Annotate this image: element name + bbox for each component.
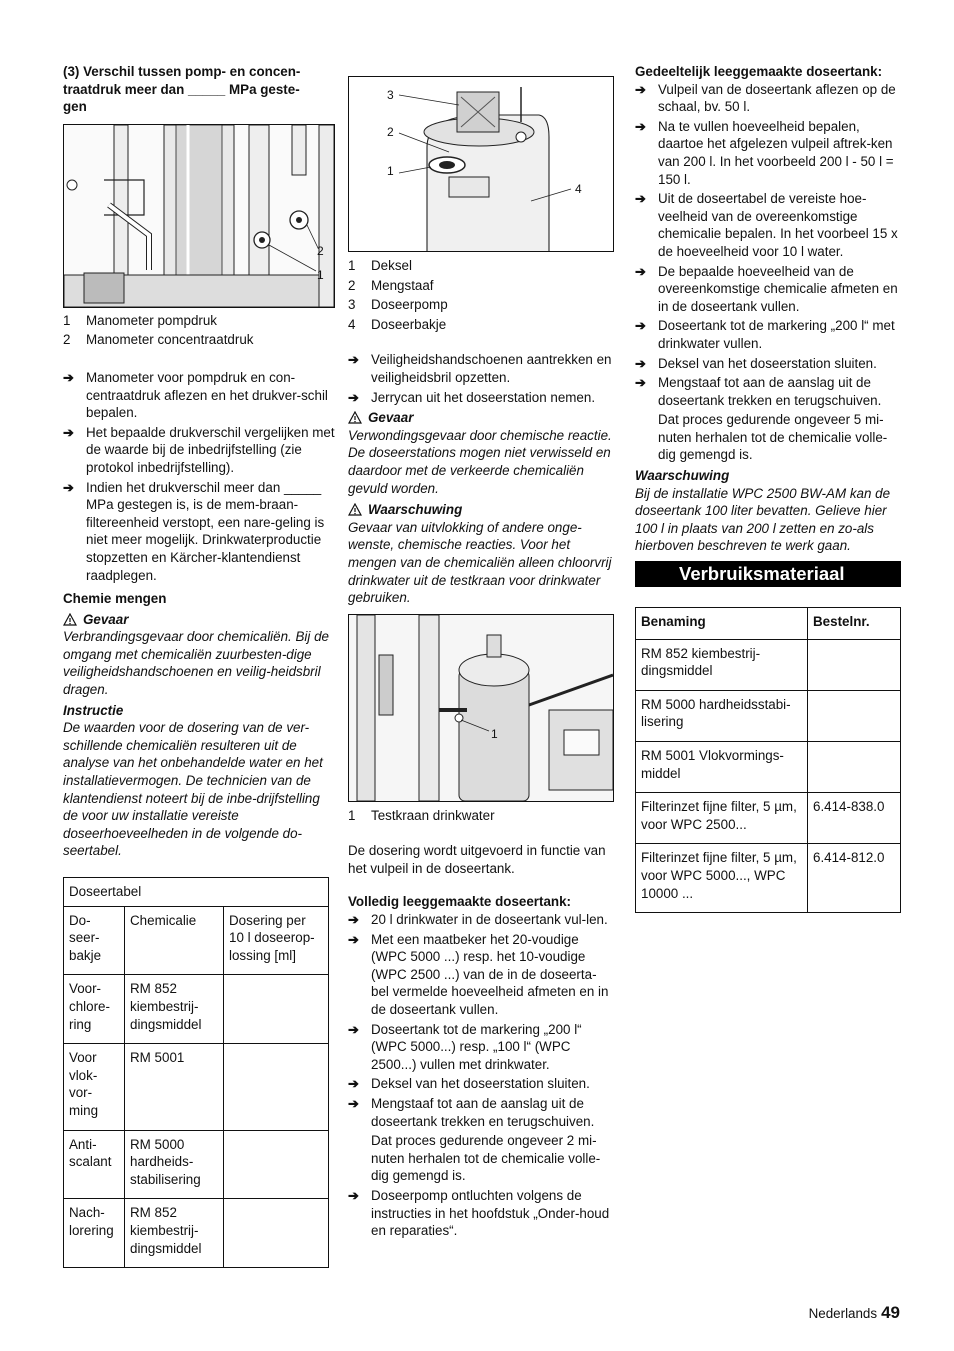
callout-1: 1 — [387, 164, 394, 178]
instruction-item: ➔ Het bepaalde drukverschil vergelijken met de waarde bij de inbedrijfstelling (zie protokol inbedrijfstelling). — [63, 424, 335, 475]
arrow-icon: ➔ — [63, 424, 74, 440]
footer-language: Nederlands — [808, 1306, 878, 1321]
callout-1: 1 — [491, 726, 498, 741]
page-number: 49 — [881, 1303, 900, 1322]
arrow-icon: ➔ — [635, 191, 646, 207]
section-heading-pressure-diff: (3) Verschil tussen pomp- en concen-traatdruk meer dan _____ MPa geste-gen — [63, 64, 301, 115]
table-header-row: Do-seer-bakje Chemicalie Dosering per 10 l doseerop-lossing [ml] — [64, 906, 329, 975]
arrow-icon: ➔ — [348, 931, 359, 947]
arrow-icon: ➔ — [348, 912, 359, 928]
warning-triangle-icon — [63, 613, 77, 626]
legend-item: 2 Mengstaaf — [348, 277, 434, 293]
instruction-item: ➔ Manometer voor pompdruk en con-centraatdruk aflezen en het drukver-schil bepalen. — [63, 369, 328, 421]
warning-heading: Waarschuwing — [348, 501, 614, 519]
arrow-icon: ➔ — [348, 1187, 359, 1203]
gedeeltelijk-heading: Gedeeltelijk leeggemaakte doseertank: — [635, 64, 883, 79]
column-3 — [635, 63, 901, 913]
consumables-table — [635, 607, 901, 913]
warning-label: Waarschuwing — [635, 468, 730, 484]
arrow-icon: ➔ — [348, 1076, 359, 1092]
instruction-item: ➔ Veiligheidshandschoenen aantrekken en veiligheidsbril opzetten. — [348, 352, 612, 385]
arrow-icon: ➔ — [635, 118, 646, 134]
chemie-heading: Chemie mengen — [63, 591, 167, 607]
table-header-row: Benaming Bestelnr. — [636, 608, 901, 640]
figure-legend-manometers — [63, 312, 335, 349]
instruction-continuation: Dat proces gedurende ongeveer 2 mi-nuten herhalen tot de chemicalie volle-dig gemengd is. — [371, 1133, 601, 1184]
figure-legend-dosing-station — [348, 257, 614, 333]
legend-item: 4 Doseerbakje — [348, 316, 447, 332]
instruction-item: ➔ Doseertank tot de markering „200 l“ met drinkwater vullen. — [635, 318, 895, 351]
danger-heading: Gevaar — [63, 611, 335, 629]
instruction-item: ➔ Met een maatbeker het 20-voudige (WPC 5000 ...) resp. het 10-voudige (WPC 2500 ...) van de in de doseerta-bel vermelde hoeveelheid afmeten en in de doseertank vullen. — [348, 931, 609, 1018]
figure-test-tap — [348, 614, 614, 802]
doseertabel — [63, 877, 329, 1268]
warning-text: Gevaar van uitvlokking of andere onge-wenste, chemische reacties. Voor het mengen van de chemicaliën alleen chloorvrij drinkwater uit de testkraan voor drinkwater gebruiken. — [348, 519, 612, 606]
instruction-item: ➔ Jerrycan uit het doseerstation nemen. — [348, 389, 596, 405]
legend-item: 1 Testkraan drinkwater — [348, 807, 495, 823]
table-row: Filterinzet fijne filter, 5 µm, voor WPC 2500... 6.414-838.0 — [636, 793, 901, 844]
dosing-description: De dosering wordt uitgevoerd in functie van het vulpeil in de doseertank. — [348, 843, 606, 876]
instructie-text: De waarden voor de dosering van de ver-schillende chemicaliën resulteren uit de analyse van het onbehandelde water en het installatievermogen. De technicien van de klantendienst noteert bij de inbe-drijfstelling de voor uw installatie vereiste doseerhoeveelheden in de volgende do-seertabel. — [63, 720, 323, 859]
doseertabel-title: Doseertabel — [64, 878, 329, 907]
arrow-icon: ➔ — [63, 479, 74, 495]
table-row: Nach-lorering RM 852 kiembestrij-dingsmiddel — [64, 1199, 329, 1268]
instruction-item: ➔ Deksel van het doseerstation sluiten. — [348, 1076, 590, 1092]
arrow-icon: ➔ — [635, 375, 646, 391]
column-1 — [63, 63, 335, 1268]
page-footer — [809, 1304, 900, 1323]
arrow-icon: ➔ — [348, 1096, 359, 1111]
warning-triangle-icon — [348, 503, 362, 516]
instruction-item: ➔ Vulpeil van de doseertank aflezen op de schaal, bv. 50 l. — [635, 81, 896, 115]
instruction-item: ➔ 20 l drinkwater in de doseertank vul-len. — [348, 912, 608, 928]
danger-text: Verwondingsgevaar door chemische reactie. De doseerstations mogen niet verwisseld en daardoor met de verkeerde chemicaliën gevuld worden. — [348, 427, 612, 496]
instruction-item: ➔ De bepaalde hoeveelheid van de overeenkomstige chemicalie afmeten en in de doseertank vullen. — [635, 263, 898, 314]
figure-legend-test-tap — [348, 807, 614, 825]
warning-text: Bij de installatie WPC 2500 BW-AM kan de doseertank 100 liter bevatten. Gelieve hier 100 l in plaats van 200 l zetten en zo-als hierboven beschreven te werk gaan. — [635, 485, 891, 554]
danger-heading: Gevaar — [348, 409, 614, 427]
arrow-icon: ➔ — [63, 369, 74, 385]
callout-4: 4 — [575, 182, 582, 196]
test-tap-illustration — [349, 615, 613, 801]
callout-2: 2 — [317, 243, 324, 258]
arrow-icon: ➔ — [635, 81, 646, 97]
arrow-icon: ➔ — [635, 318, 646, 334]
instruction-item: ➔ Uit de doseertabel de vereiste hoe-veelheid van de overeenkomstige chemicalie bepalen. In het voorbeel 15 x de hoeveelheid voor 10 l water. — [635, 191, 898, 259]
table-row: RM 5000 hardheidsstabi-lisering — [636, 690, 901, 741]
warning-triangle-icon — [348, 411, 362, 424]
figure-manometers — [63, 124, 335, 308]
callout-3: 3 — [387, 88, 394, 102]
column-2 — [348, 76, 614, 1242]
instruction-item: ➔ Doseertank tot de markering „200 l“ (WPC 5000...) resp. „100 l“ (WPC 2500...) vullen met drinkwater. — [348, 1021, 582, 1072]
danger-text: Verbrandingsgevaar door chemicaliën. Bij de omgang met chemicaliën zuurbesten-dige veiligheidshandschoenen en veilig-heidsbril dragen. — [63, 629, 329, 698]
legend-item: 3 Doseerpomp — [348, 297, 448, 313]
volledig-heading: Volledig leeggemaakte doseertank: — [348, 894, 572, 910]
table-row: RM 5001 Vlokvormings-middel — [636, 742, 901, 793]
manometer-illustration — [64, 125, 334, 307]
instruction-continuation: Dat proces gedurende ongeveer 5 mi-nuten herhalen tot de chemicalie volle-dig gemengd is. — [658, 412, 888, 463]
arrow-icon: ➔ — [348, 352, 359, 368]
arrow-icon: ➔ — [635, 355, 646, 371]
legend-item: 1 Manometer pompdruk — [63, 312, 217, 328]
arrow-icon: ➔ — [635, 263, 646, 279]
arrow-icon: ➔ — [348, 389, 359, 405]
arrow-icon: ➔ — [348, 1021, 359, 1037]
section-title-verbruiksmateriaal: Verbruiksmateriaal — [635, 561, 901, 587]
instruction-item: ➔ Na te vullen hoeveelheid bepalen, daartoe het afgelezen vulpeil aftrek-ken van 200 l. In het voorbeeld 200 l - 50 l = 150 l. — [635, 118, 894, 187]
table-row: RM 852 kiembestrij-dingsmiddel — [636, 639, 901, 690]
callout-2: 2 — [387, 125, 394, 139]
legend-item: 1 Deksel — [348, 258, 412, 273]
instruction-item: ➔ Mengstaaf tot aan de aanslag uit de doseertank trekken en terugschuiven. — [348, 1096, 595, 1129]
instruction-item: ➔ Indien het drukverschil meer dan _____ MPa gestegen is, is de mem-braan-filtereenheid verstopt, een nare-geling is niet meer mogelijk. Drinkwaterproductie stopzetten en Kärcher-klantendienst raadplegen. — [63, 479, 325, 583]
callout-1: 1 — [317, 267, 324, 282]
instructie-label: Instructie — [63, 702, 124, 718]
table-row: Filterinzet fijne filter, 5 µm, voor WPC 5000..., WPC 10000 ... 6.414-812.0 — [636, 844, 901, 913]
table-row: Voor vlok-vor-ming RM 5001 — [64, 1044, 329, 1130]
table-row: Voor-chlore-ring RM 852 kiembestrij-dingsmiddel — [64, 975, 329, 1044]
instruction-item: ➔ Deksel van het doseerstation sluiten. — [635, 355, 877, 371]
instruction-item: ➔ Mengstaaf tot aan de aanslag uit de doseertank trekken en terugschuiven. — [635, 375, 882, 408]
instruction-item: ➔ Doseerpomp ontluchten volgens de instructies in het hoofdstuk „Onder-houd en reparaties“. — [348, 1187, 610, 1239]
legend-item: 2 Manometer concentraatdruk — [63, 332, 254, 348]
figure-dosing-station — [348, 76, 614, 252]
table-row: Anti-scalant RM 5000 hardheids-stabilisering — [64, 1130, 329, 1199]
